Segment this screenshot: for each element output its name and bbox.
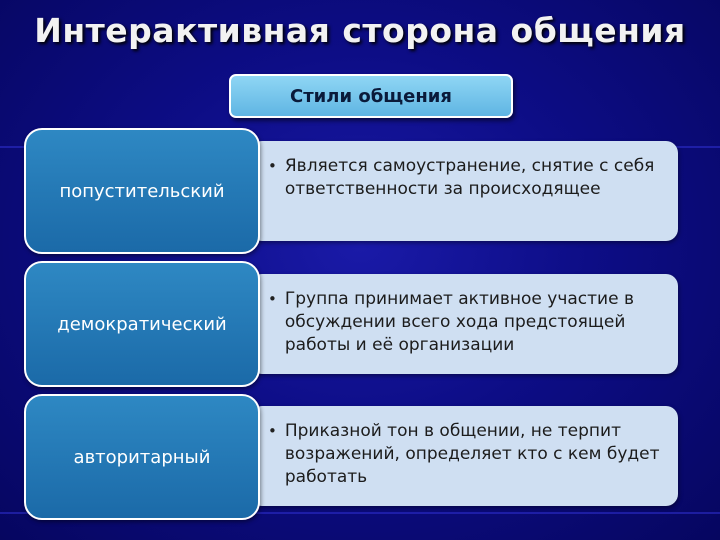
- style-box-permissive: [24, 128, 260, 254]
- style-box-democratic: [24, 261, 260, 387]
- style-box-authoritarian: [24, 394, 260, 520]
- subtitle-box: [229, 74, 513, 118]
- bullet-icon: •: [268, 157, 277, 175]
- style-name: демократический: [57, 313, 227, 335]
- style-description-authoritarian: [250, 406, 678, 506]
- style-description-democratic: [250, 274, 678, 374]
- style-name: попустительский: [59, 180, 225, 202]
- style-description-text: Является самоустранение, снятие с себя ответственности за происходящее: [284, 156, 655, 199]
- slide-title: Интерактивная сторона общения: [34, 11, 686, 50]
- bullet-icon: •: [268, 290, 277, 308]
- bullet-icon: •: [268, 422, 277, 440]
- style-description-text: Группа принимает активное участие в обсуждении всего хода предстоящей работы и её организации: [284, 289, 634, 355]
- subtitle-label: Стили общения: [290, 85, 452, 107]
- style-description-text: Приказной тон в общении, не терпит возражений, определяет кто с кем будет работать: [284, 421, 660, 487]
- style-description-permissive: [250, 141, 678, 241]
- style-name: авторитарный: [73, 446, 211, 468]
